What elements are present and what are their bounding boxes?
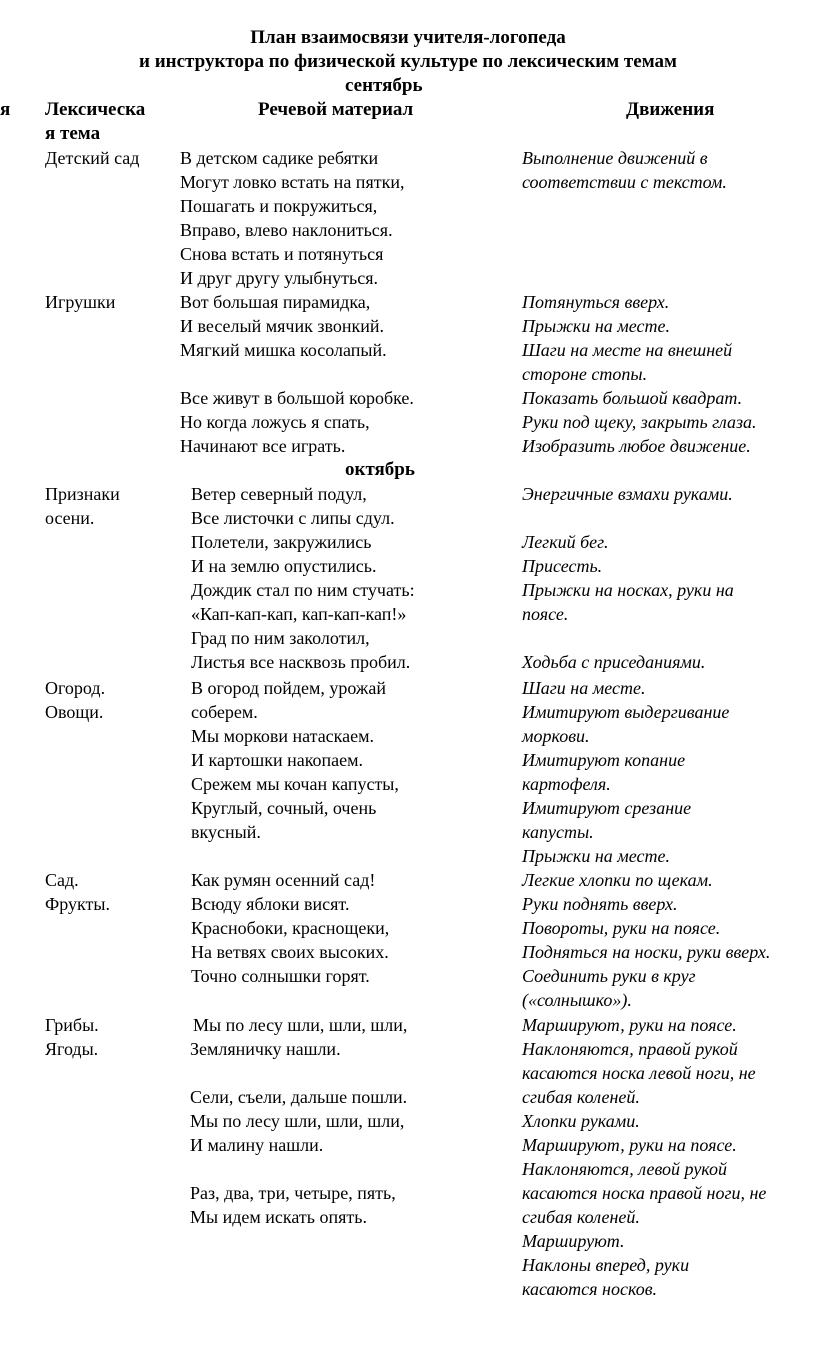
row-moves-toys: Потянуться вверх. Прыжки на месте. Шаги на месте на внешней стороне стопы. Показать большой квадрат. Руки под щеку, закрыть глаза. Изобразить любое движение. (522, 292, 757, 456)
row-speech-mushrooms-berries: Земляничку нашли. Сели, съели, дальше пошли. Мы по лесу шли, шли, шли, И малину нашли. Раз, два, три, четыре, пять, Мы идем искать опять. (190, 1039, 408, 1227)
header-cut-column: я (0, 99, 11, 120)
row-speech-kindergarten: В детском садике ребятки Могут ловко встать на пятки, Пошагать и покружиться, Вправо, влево наклониться. Снова встать и потянуться И друг другу улыбнуться. (180, 148, 405, 288)
row-moves-kindergarten: Выполнение движений в соответствии с текстом. (522, 148, 727, 192)
row-topic-autumn-signs: Признаки осени. (45, 484, 120, 528)
document-title-line-2: и инструктора по физической культуре по лексическим темам (139, 51, 677, 72)
document-title-line-1: План взаимосвязи учителя-логопеда (250, 27, 566, 48)
row-moves-fruits: Легкие хлопки по щекам. Руки поднять вверх. Повороты, руки на поясе. Подняться на носки, руки вверх. Соединить руки в круг («солнышко»). (522, 870, 771, 1010)
row-moves-mushrooms-berries: Маршируют, руки на поясе. Наклоняются, правой рукой касаются носка левой ноги, не сгибая коленей. Хлопки руками. Маршируют, руки на поясе. Наклоняются, левой рукой касаются носка правой ноги, не сгибая коленей. Маршируют. Наклоны вперед, руки касаются носков. (522, 1015, 767, 1299)
header-speech-material: Речевой материал (258, 99, 414, 120)
row-moves-autumn-signs: Энергичные взмахи руками. Легкий бег. Присесть. Прыжки на носках, руки на поясе. Ходьба с приседаниями. (522, 484, 734, 672)
row-topic-kindergarten: Детский сад (45, 148, 140, 168)
row-topic-toys: Игрушки (45, 292, 116, 312)
row-topic-vegetables: Огород. Овощи. (45, 678, 106, 722)
row-topic-mushrooms-berries: Грибы. Ягоды. (45, 1015, 99, 1059)
row-speech-autumn-signs: Ветер северный подул, Все листочки с липы сдул. Полетели, закружились И на землю опустились. Дождик стал по ним стучать: «Кап-кап-кап, кап-кап-кап!» Град по ним заколотил, Листья все насквозь пробил. (191, 484, 415, 672)
header-movements: Движения (626, 99, 715, 120)
row-speech-vegetables: В огород пойдем, урожай соберем. Мы моркови натаскаем. И картошки накопаем. Срежем мы кочан капусты, Круглый, сочный, очень вкусный. (191, 678, 399, 842)
row-topic-fruits: Сад. Фрукты. (45, 870, 110, 914)
row-moves-vegetables: Шаги на месте. Имитируют выдергивание моркови. Имитируют копание картофеля. Имитируют срезание капусты. Прыжки на месте. (522, 678, 730, 866)
month-heading-september: сентябрь (345, 75, 423, 96)
row-speech-mushrooms-first-line: Мы по лесу шли, шли, шли, (193, 1015, 408, 1035)
header-lexical-topic: Лексическа я тема (45, 99, 146, 144)
row-speech-fruits: Как румян осенний сад! Всюду яблоки висят. Краснобоки, краснощеки, На ветвях своих высоких. Точно солнышки горят. (191, 870, 390, 986)
month-heading-october: октябрь (345, 459, 415, 480)
row-speech-toys: Вот большая пирамидка, И веселый мячик звонкий. Мягкий мишка косолапый. Все живут в большой коробке. Но когда ложусь я спать, Начинают все играть. (180, 292, 414, 456)
